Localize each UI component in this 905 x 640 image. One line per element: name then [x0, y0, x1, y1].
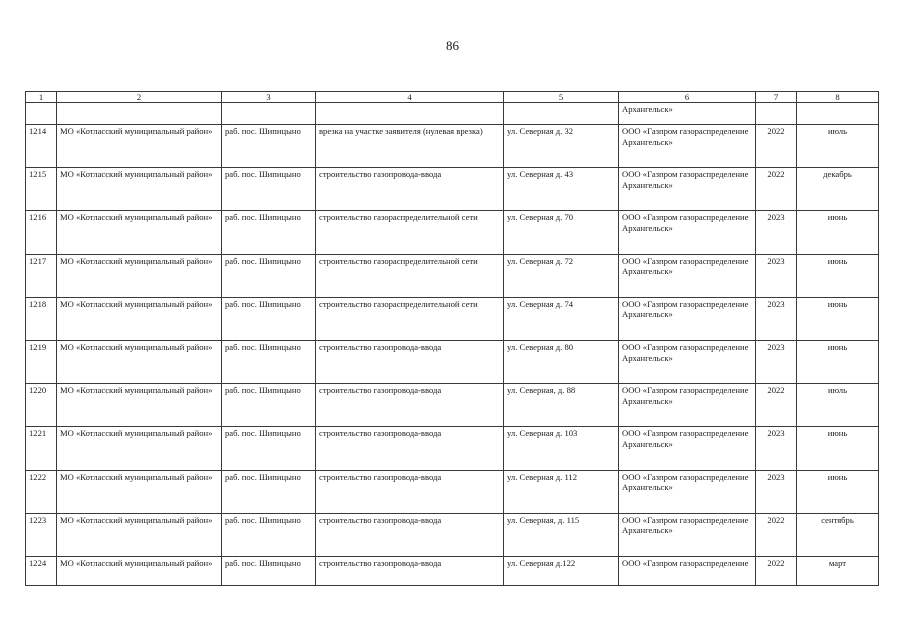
cell-address: ул. Северная д. 72 — [504, 254, 619, 297]
column-number-row — [26, 92, 879, 103]
cell-municipality: МО «Котласский муниципальный район» — [57, 211, 222, 254]
cell-municipality: МО «Котласский муниципальный район» — [57, 254, 222, 297]
continuation-row — [26, 103, 879, 125]
cell-work-type: строительство газораспределительной сети — [316, 254, 504, 297]
cell-municipality: МО «Котласский муниципальный район» — [57, 427, 222, 470]
table-row — [26, 513, 879, 556]
cell-work-type: врезка на участке заявителя (нулевая врезка) — [316, 125, 504, 168]
cell-year: 2023 — [756, 297, 797, 340]
cell-work-type: строительство газопровода-ввода — [316, 427, 504, 470]
cell-address: ул. Северная д. 70 — [504, 211, 619, 254]
cell-year: 2022 — [756, 556, 797, 585]
cell-number: 1216 — [26, 211, 57, 254]
cell-number: 1218 — [26, 297, 57, 340]
cell-work-type: строительство газопровода-ввода — [316, 384, 504, 427]
table-cell — [26, 103, 57, 125]
cell-year: 2022 — [756, 168, 797, 211]
cell-municipality: МО «Котласский муниципальный район» — [57, 470, 222, 513]
table-cell — [57, 103, 222, 125]
cell-settlement: раб. пос. Шипицыно — [222, 340, 316, 383]
table-row — [26, 297, 879, 340]
cell-month: июнь — [797, 470, 879, 513]
table-cell — [316, 103, 504, 125]
table-cell — [756, 103, 797, 125]
cell-month: сентябрь — [797, 513, 879, 556]
cell-work-type: строительство газопровода-ввода — [316, 556, 504, 585]
cell-work-type: строительство газораспределительной сети — [316, 211, 504, 254]
cell-settlement: раб. пос. Шипицыно — [222, 556, 316, 585]
cell-organization: ООО «Газпром газораспределение Архангельск» — [619, 254, 756, 297]
cell-organization: ООО «Газпром газораспределение Архангельск» — [619, 427, 756, 470]
cell-work-type: строительство газораспределительной сети — [316, 297, 504, 340]
cell-municipality: МО «Котласский муниципальный район» — [57, 513, 222, 556]
cell-number: 1220 — [26, 384, 57, 427]
cell-number: 1222 — [26, 470, 57, 513]
column-header: 6 — [619, 92, 756, 103]
cell-settlement: раб. пос. Шипицыно — [222, 168, 316, 211]
cell-municipality: МО «Котласский муниципальный район» — [57, 297, 222, 340]
cell-number: 1219 — [26, 340, 57, 383]
column-header: 2 — [57, 92, 222, 103]
column-header: 1 — [26, 92, 57, 103]
column-header: 4 — [316, 92, 504, 103]
cell-work-type: строительство газопровода-ввода — [316, 513, 504, 556]
cell-address: ул. Северная, д. 115 — [504, 513, 619, 556]
cell-month: июнь — [797, 254, 879, 297]
cell-number: 1215 — [26, 168, 57, 211]
table-row — [26, 340, 879, 383]
cell-organization: ООО «Газпром газораспределение Архангельск» — [619, 340, 756, 383]
table-row — [26, 211, 879, 254]
cell-settlement: раб. пос. Шипицыно — [222, 513, 316, 556]
cell-month: июнь — [797, 211, 879, 254]
table-row — [26, 168, 879, 211]
cell-settlement: раб. пос. Шипицыно — [222, 297, 316, 340]
cell-month: июнь — [797, 297, 879, 340]
table-row — [26, 556, 879, 585]
cell-settlement: раб. пос. Шипицыно — [222, 470, 316, 513]
gasification-table — [25, 91, 879, 586]
cell-address: ул. Северная д. 74 — [504, 297, 619, 340]
cell-number: 1224 — [26, 556, 57, 585]
cell-year: 2022 — [756, 125, 797, 168]
cell-month: март — [797, 556, 879, 585]
column-header: 7 — [756, 92, 797, 103]
cell-month: июль — [797, 125, 879, 168]
cell-number: 1214 — [26, 125, 57, 168]
cell-work-type: строительство газопровода-ввода — [316, 168, 504, 211]
cell-settlement: раб. пос. Шипицыно — [222, 125, 316, 168]
cell-work-type: строительство газопровода-ввода — [316, 470, 504, 513]
cell-address: ул. Северная д. 43 — [504, 168, 619, 211]
cell-month: июнь — [797, 427, 879, 470]
page-number: 86 — [446, 38, 459, 53]
cell-year: 2023 — [756, 470, 797, 513]
cell-municipality: МО «Котласский муниципальный район» — [57, 556, 222, 585]
cell-settlement: раб. пос. Шипицыно — [222, 254, 316, 297]
table-row — [26, 384, 879, 427]
cell-organization: ООО «Газпром газораспределение Архангельск» — [619, 513, 756, 556]
cell-address: ул. Северная д.122 — [504, 556, 619, 585]
cell-municipality: МО «Котласский муниципальный район» — [57, 168, 222, 211]
table-row — [26, 427, 879, 470]
column-header: 8 — [797, 92, 879, 103]
cell-month: июнь — [797, 340, 879, 383]
cell-organization: ООО «Газпром газораспределение Архангельск» — [619, 211, 756, 254]
table-cell-org: Архангельск» — [619, 103, 756, 125]
table-row — [26, 470, 879, 513]
cell-organization: ООО «Газпром газораспределение Архангельск» — [619, 125, 756, 168]
cell-address: ул. Северная д. 32 — [504, 125, 619, 168]
cell-number: 1221 — [26, 427, 57, 470]
cell-year: 2023 — [756, 211, 797, 254]
table-cell — [797, 103, 879, 125]
column-header: 3 — [222, 92, 316, 103]
cell-organization: ООО «Газпром газораспределение Архангельск» — [619, 384, 756, 427]
cell-year: 2023 — [756, 427, 797, 470]
table-cell — [504, 103, 619, 125]
column-header: 5 — [504, 92, 619, 103]
cell-organization: ООО «Газпром газораспределение Архангельск» — [619, 297, 756, 340]
cell-year: 2023 — [756, 340, 797, 383]
cell-address: ул. Северная д. 112 — [504, 470, 619, 513]
cell-organization: ООО «Газпром газораспределение — [619, 556, 756, 585]
table-row — [26, 254, 879, 297]
cell-organization: ООО «Газпром газораспределение Архангельск» — [619, 168, 756, 211]
cell-month: июль — [797, 384, 879, 427]
cell-settlement: раб. пос. Шипицыно — [222, 384, 316, 427]
cell-municipality: МО «Котласский муниципальный район» — [57, 340, 222, 383]
cell-address: ул. Северная, д. 88 — [504, 384, 619, 427]
cell-year: 2022 — [756, 513, 797, 556]
cell-settlement: раб. пос. Шипицыно — [222, 211, 316, 254]
cell-month: декабрь — [797, 168, 879, 211]
cell-address: ул. Северная д. 80 — [504, 340, 619, 383]
cell-address: ул. Северная д. 103 — [504, 427, 619, 470]
cell-work-type: строительство газопровода-ввода — [316, 340, 504, 383]
cell-organization: ООО «Газпром газораспределение Архангельск» — [619, 470, 756, 513]
cell-number: 1223 — [26, 513, 57, 556]
table-cell — [222, 103, 316, 125]
cell-municipality: МО «Котласский муниципальный район» — [57, 125, 222, 168]
table-row — [26, 125, 879, 168]
cell-year: 2023 — [756, 254, 797, 297]
cell-year: 2022 — [756, 384, 797, 427]
cell-settlement: раб. пос. Шипицыно — [222, 427, 316, 470]
cell-number: 1217 — [26, 254, 57, 297]
cell-municipality: МО «Котласский муниципальный район» — [57, 384, 222, 427]
